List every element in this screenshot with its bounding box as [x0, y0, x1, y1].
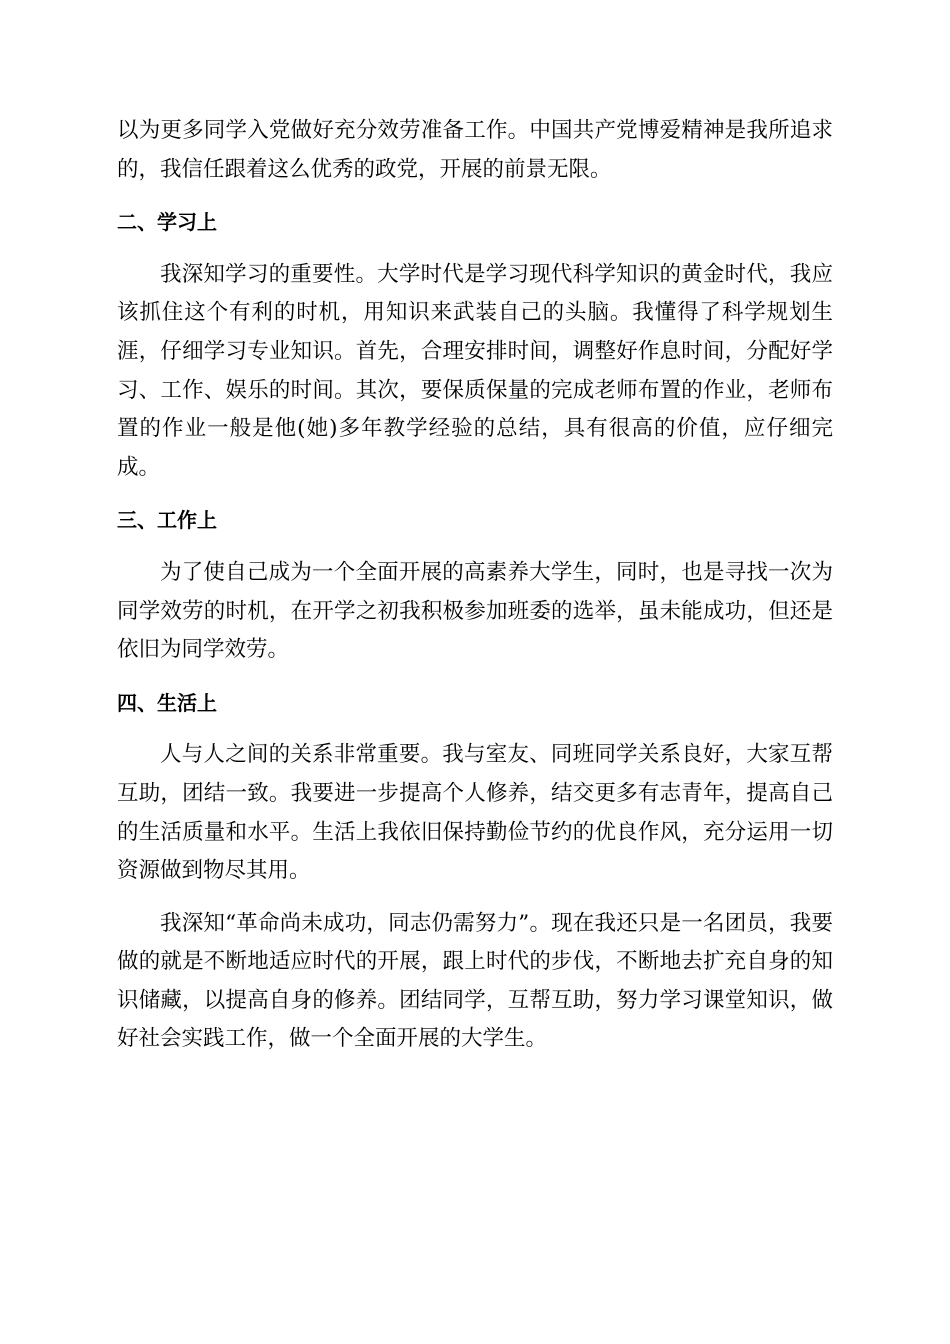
paragraph-life: 人与人之间的关系非常重要。我与室友、同班同学关系良好，大家互帮互助，团结一致。我要进一步提高个人修养，结交更多有志青年，提高自己的生活质量和水平。生活上我依旧保持勤俭节约的优良作风，充分运用一切资源做到物尽其用。	[117, 742, 833, 884]
paragraph-conclusion: 我深知“革命尚未成功，同志仍需努力”。现在我还只是一名团员，我要做的就是不断地适应时代的开展，跟上时代的步伐，不断地去扩充自身的知识储藏，以提高自身的修养。团结同学，互帮互助，努力学习课堂知识，做好社会实践工作，做一个全面开展的大学生。	[117, 910, 833, 1052]
paragraph-work: 为了使自己成为一个全面开展的高素养大学生，同时，也是寻找一次为同学效劳的时机，在开学之初我积极参加班委的选举，虽未能成功，但还是依旧为同学效劳。	[117, 559, 833, 663]
section-heading-study: 二、学习上	[117, 210, 217, 235]
paragraph-study: 我深知学习的重要性。大学时代是学习现代科学知识的黄金时代，我应该抓住这个有利的时机，用知识来武装自己的头脑。我懂得了科学规划生涯，仔细学习专业知识。首先，合理安排时间，调整好作息时间，分配好学习、工作、娱乐的时间。其次，要保质保量的完成老师布置的作业，老师布置的作业一般是他(她)多年教学经验的总结，具有很高的价值，应仔细完成。	[117, 261, 833, 480]
paragraph-party-continuation: 以为更多同学入党做好充分效劳准备工作。中国共产党博爱精神是我所追求的，我信任跟着这么优秀的政党，开展的前景无限。	[117, 118, 833, 182]
document-body	[117, 112, 833, 1059]
section-heading-life: 四、生活上	[117, 690, 217, 715]
section-heading-work: 三、工作上	[117, 508, 217, 533]
